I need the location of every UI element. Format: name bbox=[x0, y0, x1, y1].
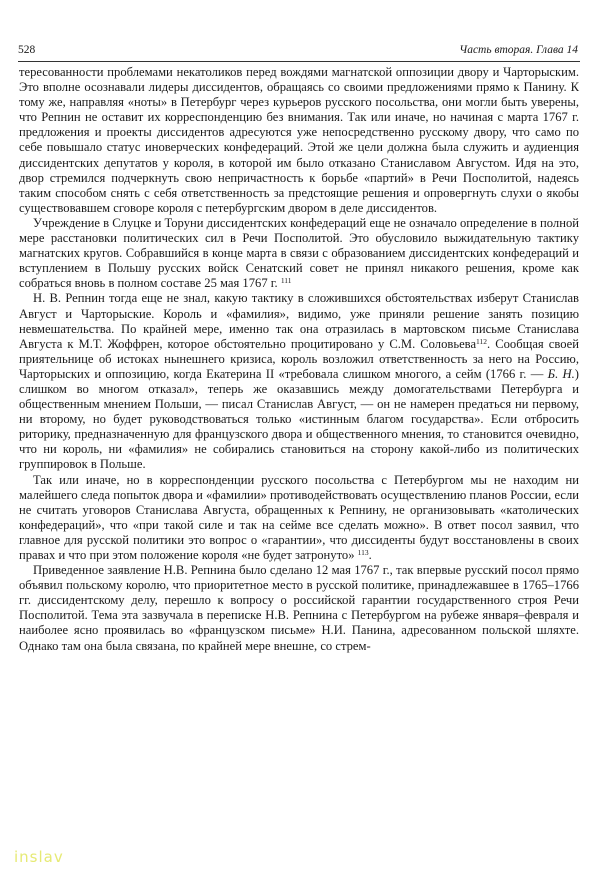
footnote-ref: 111 bbox=[280, 276, 292, 286]
paragraph bbox=[19, 65, 579, 216]
text-run: тересованности проблемами некатоликов перед вождями магнатской оппозиции двору и Чарторыским. Это вполне осознавали лидеры диссидентов, обращаясь со своими предложениями прямо к Панину. К тому же, направляя «ноты» в Петербург через курьеров русского посольства, они могли быть уверены, что Репнин не оставит их корреспонденцию без внимания. Так или иначе, но начиная с марта 1767 г. предложения и проекты диссидентов адресуются уже непосредственно русскому двору, что само по себе повышало статус иноверческих конфедераций. Этой же цели должна была служить и аудиенция диссидентских депутатов у короля, в которой им было отказано Станиславом Августом. Идя на это, двор стремился подчеркнуть свою непричастность к борьбе «партий» в Речи Посполитой, надеясь таким способом снять с себя ответственность за предстоящие решения и опровергнуть слухи о якобы существовавшем сговоре короля с петербургским двором в деле диссидентов. bbox=[19, 65, 579, 215]
text-run: Так или иначе, но в корреспонденции русского посольства с Петербургом мы не находим ни малейшего следа попыток двора и «фамилии» противодействовать осуществлению планов России, если не считать уговоров Станислава Августа, обращенных к Репнину, не организовывать «католических конфедераций», что «при такой силе и так на сейме все сделать можно». В ответ посол заявил, что главное для русской политики это вопрос о «гарантии», что диссиденты будут восстановлены в своих правах и что при этом положение короля «не будет затронуто» bbox=[19, 472, 579, 562]
text-run: Учреждение в Слуцке и Торуни диссидентских конфедераций еще не означало определение в полной мере расстановки политических сил в Речи Посполитой. Это обусловило выжидательную тактику магнатских кругов. Собравшийся в конце марта в связи с образованием диссидентских конфедераций и вступлением в Польшу русских войск Сенатский совет не принял никакого решения, кроме как собраться вновь в полном составе 25 мая 1767 г. bbox=[19, 215, 579, 291]
page-number: 528 bbox=[18, 44, 36, 56]
paragraph bbox=[19, 216, 579, 291]
paragraph bbox=[19, 563, 579, 654]
page-header bbox=[18, 44, 578, 58]
text-run: . bbox=[368, 548, 372, 562]
author-initials: Б. Н. bbox=[547, 366, 575, 381]
running-head: Часть вторая. Глава 14 bbox=[459, 44, 578, 56]
text-run: ) слишком во многом отказал», теперь же оказавшись между домогательствами Петербурга и общественным мнением Польши, — писал Станислав Август, — он не намерен предаться ни первому, ни второму, но будет руководствоваться только «истинным благом государства». Если отбросить риторику, предназначенную для французского двора и общественного мнения, то становится очевидно, что ни король, ни «фамилия» не собирались становиться на сторону какой-либо из политических группировок в Польше. bbox=[19, 366, 579, 472]
footnote-ref: 112 bbox=[476, 336, 488, 346]
text-run: Н. В. Репнин тогда еще не знал, какую тактику в сложившихся обстоятельствах изберут Станислав Август и Чарторыские. Король и «фамилия», видимо, уже приняли решение занять позицию невмешательства. По крайней мере, именно так она отразилась в мартовском письме Станислава Августа к М.Т. Жоффрен, которое обстоятельно процитировано у С.М. Соловьева bbox=[19, 291, 579, 351]
footnote-ref: 113 bbox=[357, 548, 369, 557]
watermark: inslav bbox=[14, 848, 64, 866]
text-run: Приведенное заявление Н.В. Репнина было сделано 12 мая 1767 г., так впервые русский посол прямо объявил польскому королю, что приоритетное место в русской политике, принадлежавшее в 1765–1766 гг. диссидентскому делу, перешло к вопросу о российской гарантии государственного строя Речи Посполитой. Тема эта зазвучала в переписке Н.В. Репнина с Петербургом на рубеже января–февраля и наиболее ясно проявилась во «французском письме» Н.И. Панина, адресованном польской шляхте. Однако там она была связана, по крайней мере внешне, со стрем- bbox=[19, 563, 579, 653]
body-text bbox=[19, 65, 579, 654]
paragraph bbox=[19, 473, 579, 564]
header-rule bbox=[18, 61, 580, 62]
paragraph bbox=[19, 291, 579, 472]
text-run: . Сообщая своей приятельнице об истоках нынешнего кризиса, король возложил ответственность за него на Россию, Чарторыских и оппозицию, когда Екатерина II «требовала слишком многого, а сейм (1766 г. — bbox=[19, 336, 579, 381]
